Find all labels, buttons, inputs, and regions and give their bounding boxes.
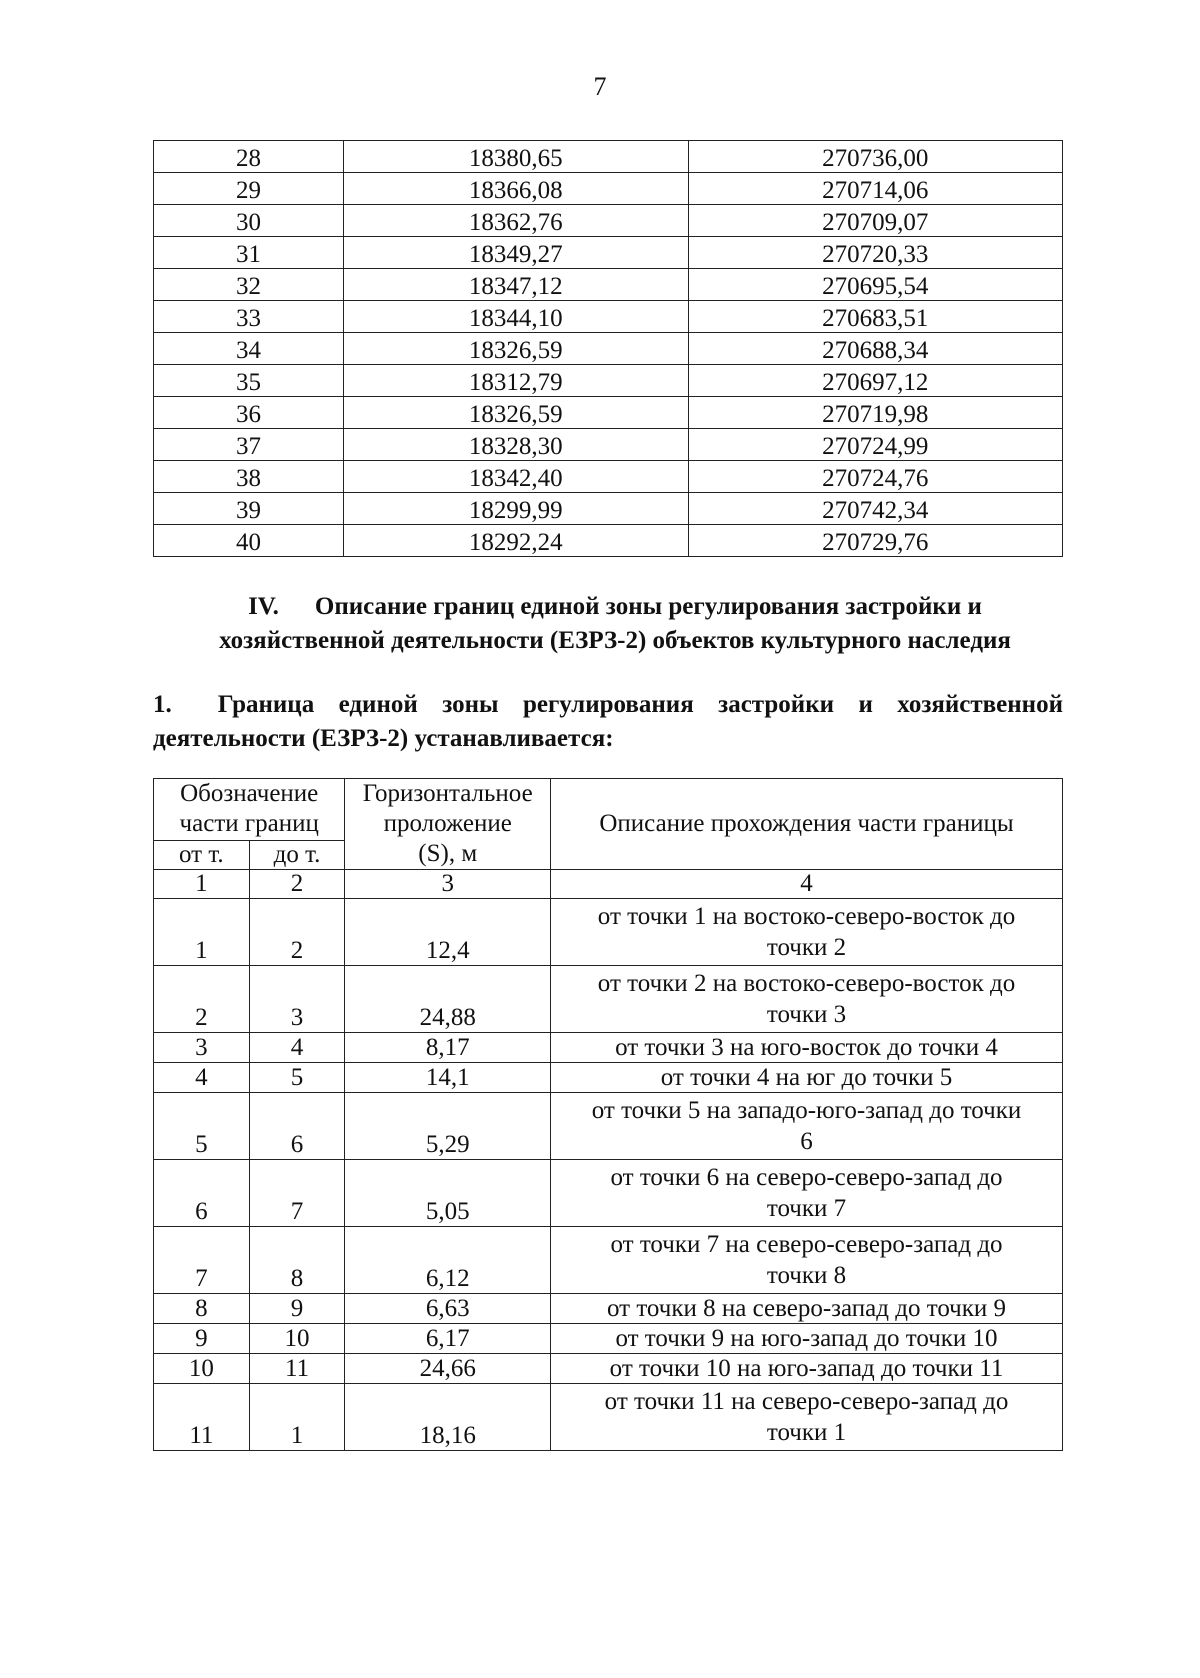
from-point-cell: 10 bbox=[154, 1354, 250, 1384]
y-coordinate-cell: 270736,00 bbox=[688, 141, 1062, 173]
distance-cell: 12,4 bbox=[345, 899, 551, 966]
column-number: 3 bbox=[345, 870, 551, 899]
description-line1: от точки 8 на северо-запад до точки 9 bbox=[606, 1295, 1007, 1322]
to-point-cell: 1 bbox=[249, 1384, 345, 1451]
from-point-cell: 1 bbox=[154, 899, 250, 966]
x-coordinate-cell: 18299,99 bbox=[344, 493, 689, 525]
table-row bbox=[154, 365, 1063, 397]
y-coordinate-cell: 270729,76 bbox=[688, 525, 1062, 557]
boundary-table-body bbox=[154, 899, 1063, 1451]
table-row bbox=[154, 301, 1063, 333]
x-coordinate-cell: 18312,79 bbox=[344, 365, 689, 397]
point-number-cell: 40 bbox=[154, 525, 344, 557]
description-line2: точки 8 bbox=[766, 1262, 847, 1289]
point-number-cell: 37 bbox=[154, 429, 344, 461]
to-point-cell: 3 bbox=[249, 966, 345, 1033]
description-line1: от точки 9 на юго-запад до точки 10 bbox=[615, 1325, 998, 1352]
description-cell bbox=[551, 1160, 1063, 1227]
section-number: IV. bbox=[248, 593, 279, 620]
description-cell bbox=[551, 1093, 1063, 1160]
description-line2: точки 7 bbox=[766, 1195, 847, 1222]
point-number-cell: 29 bbox=[154, 173, 344, 205]
page-number: 7 bbox=[593, 72, 607, 101]
description-line1: от точки 6 на северо-северо-запад до bbox=[610, 1164, 1003, 1191]
from-point-cell: 4 bbox=[154, 1063, 250, 1093]
y-coordinate-cell: 270709,07 bbox=[688, 205, 1062, 237]
point-number-cell: 38 bbox=[154, 461, 344, 493]
coordinates-table-body bbox=[154, 141, 1063, 557]
to-point-cell: 6 bbox=[249, 1093, 345, 1160]
x-coordinate-cell: 18366,08 bbox=[344, 173, 689, 205]
point-number-cell: 39 bbox=[154, 493, 344, 525]
description-line2: точки 1 bbox=[766, 1419, 847, 1446]
to-point-cell: 5 bbox=[249, 1063, 345, 1093]
header-from: от т. bbox=[154, 840, 250, 869]
distance-cell: 24,66 bbox=[345, 1354, 551, 1384]
header-designation-line2: части границ bbox=[179, 810, 319, 838]
to-point-cell: 2 bbox=[249, 899, 345, 966]
table-row bbox=[154, 1294, 1063, 1324]
description-line1: от точки 10 на юго-запад до точки 11 bbox=[609, 1355, 1004, 1382]
distance-cell: 6,63 bbox=[345, 1294, 551, 1324]
table-row bbox=[154, 333, 1063, 365]
to-point-cell: 10 bbox=[249, 1324, 345, 1354]
description-line2: точки 3 bbox=[766, 1001, 847, 1028]
column-number: 1 bbox=[154, 870, 250, 899]
distance-cell: 24,88 bbox=[345, 966, 551, 1033]
table-row bbox=[154, 1227, 1063, 1294]
x-coordinate-cell: 18328,30 bbox=[344, 429, 689, 461]
description-cell bbox=[551, 1294, 1063, 1324]
boundary-table-header bbox=[154, 779, 1063, 899]
y-coordinate-cell: 270742,34 bbox=[688, 493, 1062, 525]
point-number-cell: 30 bbox=[154, 205, 344, 237]
column-number: 4 bbox=[551, 870, 1063, 899]
from-point-cell: 3 bbox=[154, 1033, 250, 1063]
y-coordinate-cell: 270724,99 bbox=[688, 429, 1062, 461]
point-number-cell: 35 bbox=[154, 365, 344, 397]
point-number-cell: 33 bbox=[154, 301, 344, 333]
description-cell bbox=[551, 899, 1063, 966]
header-distance-line1: Горизонтальное bbox=[362, 780, 533, 807]
x-coordinate-cell: 18292,24 bbox=[344, 525, 689, 557]
boundary-table bbox=[153, 778, 1063, 1451]
paragraph-number: 1. bbox=[153, 691, 172, 718]
distance-cell: 14,1 bbox=[345, 1063, 551, 1093]
description-cell bbox=[551, 1354, 1063, 1384]
y-coordinate-cell: 270695,54 bbox=[688, 269, 1062, 301]
point-number-cell: 28 bbox=[154, 141, 344, 173]
table-row bbox=[154, 237, 1063, 269]
x-coordinate-cell: 18347,12 bbox=[344, 269, 689, 301]
table-row bbox=[154, 1063, 1063, 1093]
table-row bbox=[154, 1033, 1063, 1063]
column-numbers-row bbox=[154, 870, 1063, 899]
y-coordinate-cell: 270724,76 bbox=[688, 461, 1062, 493]
from-point-cell: 7 bbox=[154, 1227, 250, 1294]
y-coordinate-cell: 270719,98 bbox=[688, 397, 1062, 429]
table-row bbox=[154, 205, 1063, 237]
x-coordinate-cell: 18344,10 bbox=[344, 301, 689, 333]
point-number-cell: 31 bbox=[154, 237, 344, 269]
table-row bbox=[154, 899, 1063, 966]
description-line1: от точки 3 на юго-восток до точки 4 bbox=[615, 1034, 998, 1061]
description-line2: точки 2 bbox=[766, 934, 847, 961]
description-line1: от точки 7 на северо-северо-запад до bbox=[610, 1231, 1003, 1258]
to-point-cell: 9 bbox=[249, 1294, 345, 1324]
table-row bbox=[154, 1093, 1063, 1160]
x-coordinate-cell: 18362,76 bbox=[344, 205, 689, 237]
from-point-cell: 8 bbox=[154, 1294, 250, 1324]
description-cell bbox=[551, 1063, 1063, 1093]
section-title-line1: Описание границ единой зоны регулирования застройки и bbox=[314, 593, 982, 620]
x-coordinate-cell: 18342,40 bbox=[344, 461, 689, 493]
y-coordinate-cell: 270683,51 bbox=[688, 301, 1062, 333]
header-designation-line1: Обозначение bbox=[180, 780, 319, 808]
table-row bbox=[154, 429, 1063, 461]
description-line1: от точки 2 на востоко-северо-восток до bbox=[597, 970, 1016, 997]
x-coordinate-cell: 18326,59 bbox=[344, 397, 689, 429]
table-row bbox=[154, 461, 1063, 493]
y-coordinate-cell: 270720,33 bbox=[688, 237, 1062, 269]
table-row bbox=[154, 1324, 1063, 1354]
to-point-cell: 8 bbox=[249, 1227, 345, 1294]
table-row bbox=[154, 1354, 1063, 1384]
coordinates-table bbox=[153, 140, 1063, 557]
y-coordinate-cell: 270688,34 bbox=[688, 333, 1062, 365]
from-point-cell: 5 bbox=[154, 1093, 250, 1160]
description-line1: от точки 11 на северо-северо-запад до bbox=[604, 1388, 1009, 1415]
from-point-cell: 6 bbox=[154, 1160, 250, 1227]
table-row bbox=[154, 269, 1063, 301]
section-title bbox=[175, 590, 1055, 658]
description-line1: от точки 1 на востоко-северо-восток до bbox=[597, 903, 1016, 930]
table-row bbox=[154, 1384, 1063, 1451]
column-number: 2 bbox=[249, 870, 345, 899]
header-description: Описание прохождения части границы bbox=[551, 779, 1063, 870]
header-distance-line3: (S), м bbox=[418, 840, 478, 867]
description-cell bbox=[551, 966, 1063, 1033]
header-to: до т. bbox=[249, 840, 345, 869]
y-coordinate-cell: 270714,06 bbox=[688, 173, 1062, 205]
paragraph-1 bbox=[153, 688, 1063, 756]
description-cell bbox=[551, 1384, 1063, 1451]
distance-cell: 8,17 bbox=[345, 1033, 551, 1063]
x-coordinate-cell: 18326,59 bbox=[344, 333, 689, 365]
from-point-cell: 11 bbox=[154, 1384, 250, 1451]
distance-cell: 6,17 bbox=[345, 1324, 551, 1354]
description-cell bbox=[551, 1227, 1063, 1294]
to-point-cell: 11 bbox=[249, 1354, 345, 1384]
from-point-cell: 9 bbox=[154, 1324, 250, 1354]
from-point-cell: 2 bbox=[154, 966, 250, 1033]
to-point-cell: 4 bbox=[249, 1033, 345, 1063]
distance-cell: 5,05 bbox=[345, 1160, 551, 1227]
distance-cell: 5,29 bbox=[345, 1093, 551, 1160]
description-line2: 6 bbox=[800, 1128, 813, 1155]
table-row bbox=[154, 397, 1063, 429]
table-row bbox=[154, 1160, 1063, 1227]
table-row bbox=[154, 493, 1063, 525]
header-distance bbox=[345, 779, 551, 870]
header-designation bbox=[154, 779, 345, 841]
point-number-cell: 36 bbox=[154, 397, 344, 429]
distance-cell: 18,16 bbox=[345, 1384, 551, 1451]
to-point-cell: 7 bbox=[249, 1160, 345, 1227]
x-coordinate-cell: 18380,65 bbox=[344, 141, 689, 173]
point-number-cell: 32 bbox=[154, 269, 344, 301]
table-row bbox=[154, 525, 1063, 557]
section-title-line2: хозяйственной деятельности (ЕЗРЗ-2) объектов культурного наследия bbox=[219, 627, 1011, 654]
header-distance-line2: проложение bbox=[383, 810, 512, 837]
y-coordinate-cell: 270697,12 bbox=[688, 365, 1062, 397]
table-row bbox=[154, 173, 1063, 205]
table-row bbox=[154, 141, 1063, 173]
distance-cell: 6,12 bbox=[345, 1227, 551, 1294]
description-line1: от точки 5 на западо-юго-запад до точки bbox=[591, 1097, 1022, 1124]
x-coordinate-cell: 18349,27 bbox=[344, 237, 689, 269]
description-line1: от точки 4 на юг до точки 5 bbox=[660, 1064, 953, 1091]
table-row bbox=[154, 966, 1063, 1033]
description-cell bbox=[551, 1033, 1063, 1063]
description-cell bbox=[551, 1324, 1063, 1354]
paragraph-text: Граница единой зоны регулирования застройки и хозяйственной деятельности (ЕЗРЗ-2) устанавливается: bbox=[153, 691, 1063, 752]
point-number-cell: 34 bbox=[154, 333, 344, 365]
